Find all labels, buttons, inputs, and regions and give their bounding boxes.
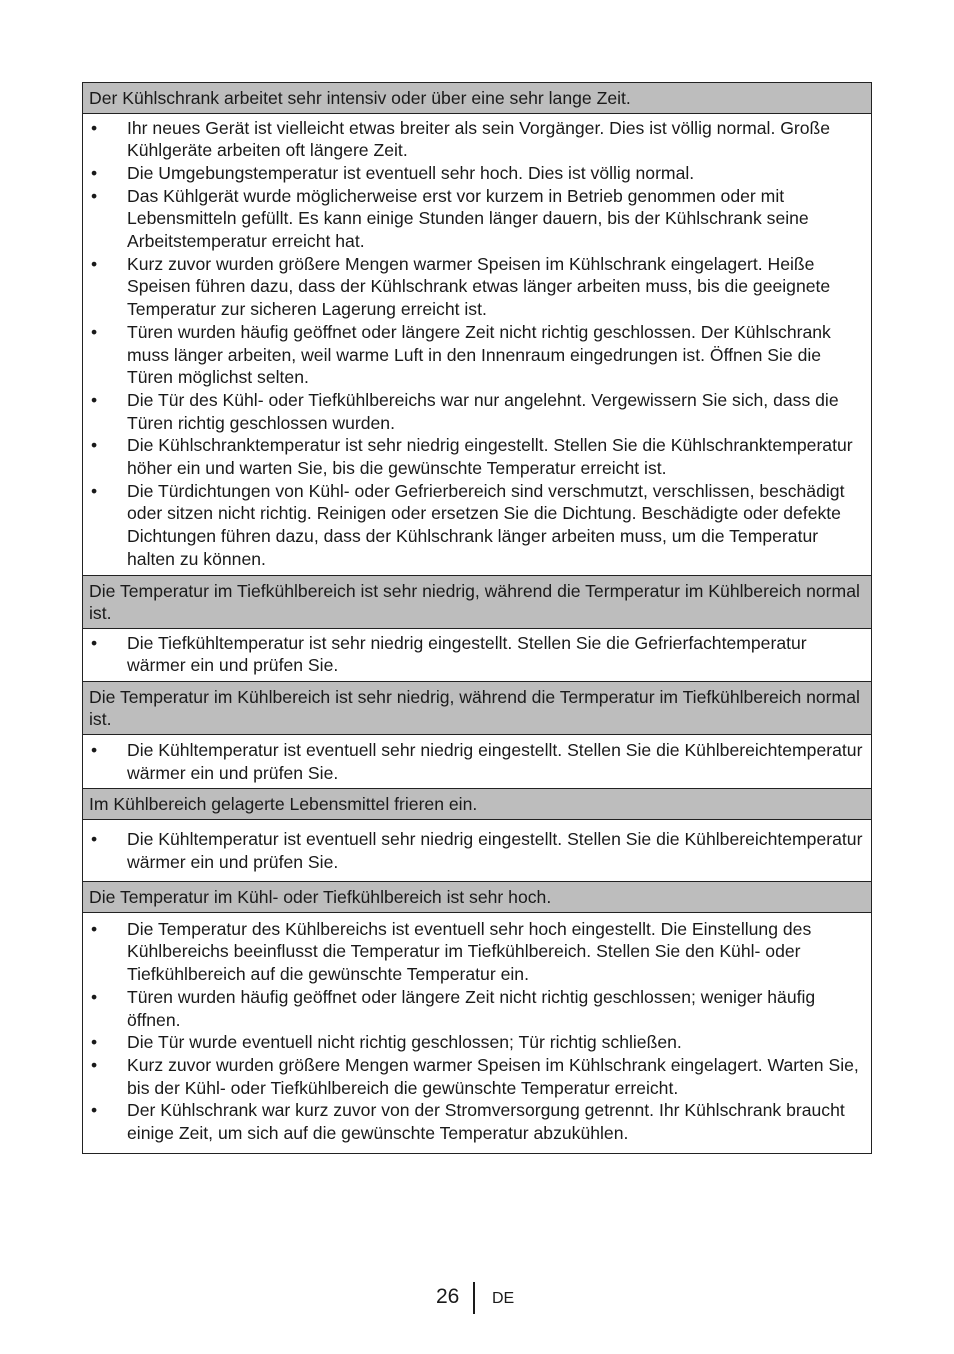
list-item <box>89 1031 865 1054</box>
list-item-text: Kurz zuvor wurden größere Mengen warmer Speisen im Kühlschrank eingelagert. Warten Sie, bis der Kühl- oder Tiefkühlbereich die gewünschte Temperatur erreicht. <box>127 1055 859 1098</box>
list-item-text: Die Temperatur des Kühlbereichs ist eventuell sehr hoch eingestellt. Die Einstellung des Kühlbereichs beeinflusst die Temperatur im Tiefkühlbereich. Stellen Sie den Kühl- oder Tiefkühlbereich auf die gewünschte Temperatur ein. <box>127 918 812 985</box>
list-item-text: Die Tür wurde eventuell nicht richtig geschlossen; Tür richtig schließen. <box>127 1032 682 1053</box>
list-item <box>89 1054 865 1099</box>
list-item-text: Der Kühlschrank war kurz zuvor von der Stromversorgung getrennt. Ihr Kühlschrank braucht einige Zeit, um sich auf die gewünschte Temperatur abzukühlen. <box>127 1100 845 1144</box>
list-item-text: Türen wurden häufig geöffnet oder längere Zeit nicht richtig geschlossen; weniger häufig öffnen. <box>127 986 816 1030</box>
list-item <box>89 632 865 677</box>
troubleshooting-table <box>82 82 872 1154</box>
list-item-text: Die Türdichtungen von Kühl- oder Gefrierbereich sind verschmutzt, verschlissen, beschädigt oder sitzen nicht richtig. Reinigen oder ersetzen Sie die Dichtung. Beschädigte oder defekte Dichtungen führen dazu, dass der Kühlschrank länger arbeiten muss, um die Temperatur halten zu können. <box>127 480 845 569</box>
troubleshooting-section <box>83 83 871 576</box>
section-header: Die Temperatur im Tiefkühlbereich ist sehr niedrig, während die Termperatur im Kühlbereich normal ist. <box>83 576 871 629</box>
list-item-text: Die Tiefkühltemperatur ist sehr niedrig eingestellt. Stellen Sie die Gefrierfachtemperatur wärmer ein und prüfen Sie. <box>127 632 807 676</box>
list-item <box>89 389 865 434</box>
list-item <box>89 739 865 784</box>
list-item-text: Türen wurden häufig geöffnet oder längere Zeit nicht richtig geschlossen. Der Kühlschrank muss länger arbeiten, weil warme Luft in den Innenraum eingedrungen ist. Öffnen Sie die Türen möglichst selten. <box>127 321 831 388</box>
list-item <box>89 321 865 389</box>
bullet-list <box>89 828 865 873</box>
bullet-list <box>89 739 865 784</box>
bullet-icon: • <box>91 828 98 849</box>
section-body <box>83 735 871 789</box>
list-item-text: Die Kühltemperatur ist eventuell sehr niedrig eingestellt. Stellen Sie die Kühlbereichtemperatur wärmer ein und prüfen Sie. <box>127 739 863 783</box>
bullet-list <box>89 117 865 571</box>
list-item <box>89 253 865 321</box>
bullet-icon: • <box>91 117 98 138</box>
section-body <box>83 820 871 882</box>
bullet-list <box>89 632 865 677</box>
language-code: DE <box>492 1290 515 1307</box>
list-item-text: Das Kühlgerät wurde möglicherweise erst vor kurzem in Betrieb genommen oder mit Lebensmitteln gefüllt. Es kann einige Stunden länger dauern, bis der Kühlschrank seine Arbeitstemperatur erreicht hat. <box>127 185 809 252</box>
section-header: Die Temperatur im Kühl- oder Tiefkühlbereich ist sehr hoch. <box>83 882 871 913</box>
list-item-text: Kurz zuvor wurden größere Mengen warmer Speisen im Kühlschrank eingelagert. Heiße Speisen führen dazu, dass der Kühlschrank etwas länger arbeiten muss, bis die geeignete Temperatur zur sicheren Lagerung erreicht ist. <box>127 253 831 320</box>
section-header: Der Kühlschrank arbeitet sehr intensiv oder über eine sehr lange Zeit. <box>83 83 871 114</box>
section-body <box>83 629 871 682</box>
troubleshooting-section <box>83 882 871 1153</box>
list-item <box>89 918 865 986</box>
troubleshooting-section <box>83 576 871 682</box>
bullet-icon: • <box>91 253 98 274</box>
list-item-text: Die Umgebungstemperatur ist eventuell sehr hoch. Dies ist völlig normal. <box>127 162 695 183</box>
list-item <box>89 162 865 185</box>
bullet-icon: • <box>91 480 98 501</box>
list-item-text: Die Tür des Kühl- oder Tiefkühlbereichs war nur angelehnt. Vergewissern Sie sich, dass die Türen richtig geschlossen wurden. <box>127 389 839 433</box>
section-header: Die Temperatur im Kühlbereich ist sehr niedrig, während die Termperatur im Tiefkühlbereich normal ist. <box>83 682 871 735</box>
bullet-icon: • <box>91 162 98 183</box>
bullet-list <box>89 918 865 1145</box>
troubleshooting-section <box>83 789 871 882</box>
bullet-icon: • <box>91 321 98 342</box>
bullet-icon: • <box>91 1055 98 1075</box>
section-header: Im Kühlbereich gelagerte Lebensmittel frieren ein. <box>83 789 871 820</box>
bullet-icon: • <box>91 739 98 760</box>
bullet-icon: • <box>91 1100 98 1121</box>
list-item-text: Die Kühlschranktemperatur ist sehr niedrig eingestellt. Stellen Sie die Kühlschranktemperatur höher ein und warten Sie, bis die gewünschte Temperatur erreicht ist. <box>127 435 853 479</box>
bullet-icon: • <box>91 986 98 1007</box>
list-item <box>89 1099 865 1144</box>
list-item <box>89 480 865 571</box>
list-item <box>89 828 865 873</box>
section-body <box>83 913 871 1153</box>
list-item-text: Ihr neues Gerät ist vielleicht etwas breiter als sein Vorgänger. Dies ist völlig normal. Große Kühlgeräte arbeiten oft längere Zeit. <box>127 117 831 161</box>
list-item <box>89 986 865 1031</box>
bullet-icon: • <box>91 918 98 939</box>
page-number: 26 <box>436 1285 460 1308</box>
bullet-icon: • <box>91 389 98 410</box>
bullet-icon: • <box>91 185 98 206</box>
troubleshooting-section <box>83 682 871 789</box>
list-item <box>89 434 865 479</box>
list-item-text: Die Kühltemperatur ist eventuell sehr niedrig eingestellt. Stellen Sie die Kühlbereichtemperatur wärmer ein und prüfen Sie. <box>127 828 863 872</box>
list-item <box>89 117 865 162</box>
bullet-icon: • <box>91 1032 98 1053</box>
bullet-icon: • <box>91 435 98 456</box>
footer-divider <box>473 1282 475 1314</box>
bullet-icon: • <box>91 632 98 653</box>
section-body <box>83 114 871 576</box>
list-item <box>89 185 865 253</box>
page-footer <box>0 1282 954 1316</box>
